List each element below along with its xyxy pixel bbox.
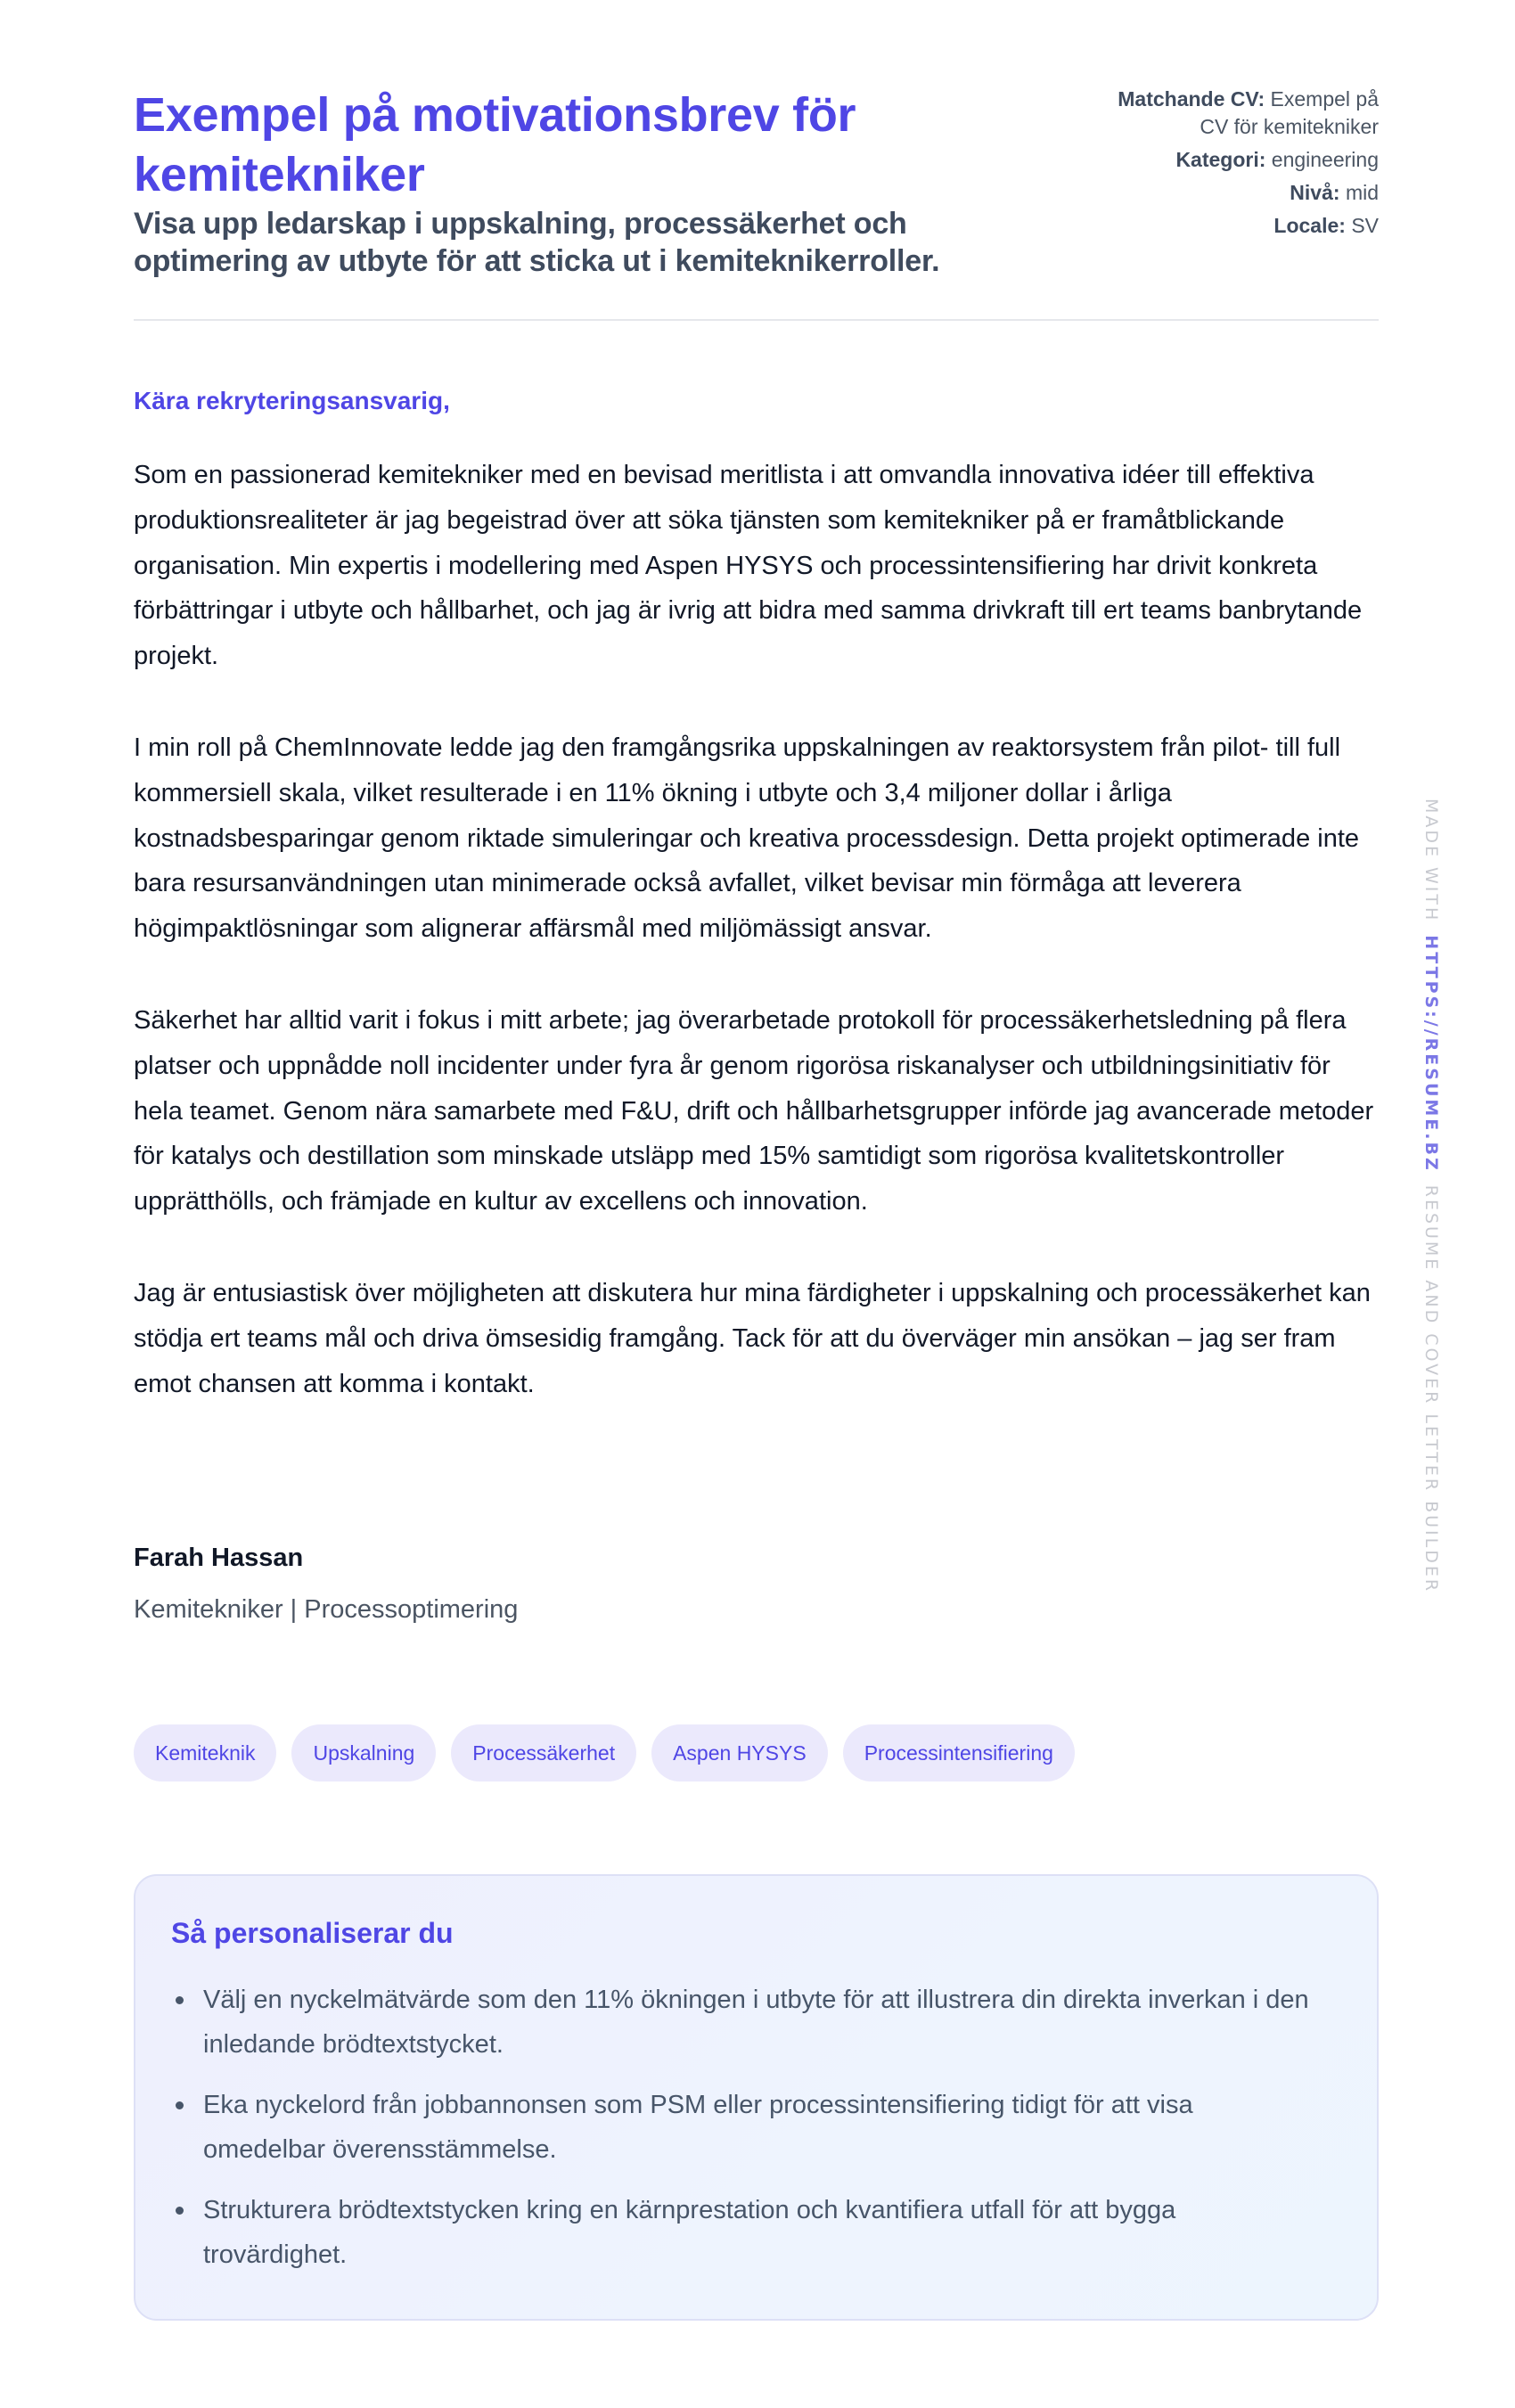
vertical-watermark — [1421, 799, 1441, 1593]
watermark-suffix: RESUME AND COVER LETTER BUILDER — [1421, 1184, 1441, 1594]
tip-item — [171, 1978, 1321, 2067]
meta-value-link[interactable]: Exempel på CV för kemitekniker — [1200, 87, 1379, 138]
meta-matching-cv[interactable] — [1111, 86, 1379, 141]
tag-chip[interactable]: Processäkerhet — [451, 1724, 636, 1781]
title-block — [134, 86, 1034, 280]
meta-key: Kategori: — [1175, 148, 1266, 171]
signature-name: Farah Hassan — [134, 1544, 304, 1572]
tips-list — [171, 1978, 1341, 2277]
meta-panel — [1111, 86, 1379, 245]
letter-body — [134, 453, 1379, 1453]
bullet-icon — [176, 2101, 184, 2109]
tip-text: Välj en nyckelmätvärde som den 11% ökningen i utbyte för att illustrera din direkta inverkan i den inledande brödtextstycket. — [203, 1986, 1309, 2059]
cover-letter-page — [134, 0, 1379, 2269]
meta-value: engineering — [1271, 148, 1379, 171]
meta-key: Matchande CV: — [1118, 87, 1265, 111]
tag-chip[interactable]: Kemiteknik — [134, 1724, 276, 1781]
tip-item — [171, 2083, 1321, 2172]
tip-text: Eka nyckelord från jobbannonsen som PSM eller processintensifiering tidigt för att visa omedelbar överensstämmelse. — [203, 2091, 1193, 2164]
meta-locale — [1111, 212, 1379, 240]
personalization-tips-box — [134, 1874, 1379, 2321]
meta-level — [1111, 179, 1379, 207]
signature-title: Kemitekniker | Processoptimering — [134, 1595, 519, 1624]
letter-paragraph: Säkerhet har alltid varit i fokus i mitt arbete; jag överarbetade protokoll för processäkerhetsledning på flera platser och uppnådde noll incidenter under fyra år genom rigorösa riskanalyser och utbildningsinitiativ för hela teamet. Genom nära samarbete med F&U, drift och hållbarhetsgrupper införde jag avancerade metoder för katalys och destillation som minskade utsläpp med 15% samtidigt som rigorösa kvalitetskontroller upprätthölls, och främjade en kultur av excellens och innovation. — [134, 1005, 1374, 1216]
letter-paragraph: I min roll på ChemInnovate ledde jag den framgångsrika uppskalningen av reaktorsystem från pilot- till full kommersiell skala, vilket resulterade i en 11% ökning i utbyte och 3,4 miljoner dollar i årliga kostnadsbesparingar genom riktade simuleringar och kreativa processdesign. Detta projekt optimerade inte bara resursanvändningen utan minimerade också avfallet, vilket bevisar min förmåga att leverera högimpaktlösningar som alignerar affärsmål med miljömässigt ansvar. — [134, 733, 1360, 944]
tip-item — [171, 2188, 1321, 2277]
tips-title: Så personaliserar du — [171, 1917, 454, 1949]
page-header — [134, 0, 1379, 321]
meta-value: SV — [1351, 214, 1379, 237]
meta-category — [1111, 146, 1379, 174]
meta-key: Locale: — [1273, 214, 1346, 237]
bullet-icon — [176, 2207, 184, 2215]
letter-paragraph: Jag är entusiastisk över möjligheten att diskutera hur mina färdigheter i uppskalning och processäkerhet kan stödja ert teams mål och driva ömsesidig framgång. Tack för att du överväger min ansökan – jag ser fram emot chansen att komma i kontakt. — [134, 1278, 1371, 1398]
watermark-link[interactable]: HTTPS://RESUME.BZ — [1421, 935, 1441, 1173]
page-subtitle: Visa upp ledarskap i uppskalning, processäkerhet och optimering av utbyte för att sticka ut i kemiteknikerroller. — [134, 207, 940, 278]
watermark-prefix: MADE WITH — [1421, 798, 1441, 923]
meta-value: mid — [1345, 181, 1379, 204]
page-title: Exempel på motivationsbrev för kemitekniker — [134, 88, 856, 201]
letter-greeting: Kära rekryteringsansvarig, — [134, 387, 450, 414]
letter-paragraph: Som en passionerad kemitekniker med en bevisad meritlista i att omvandla innovativa idéer till effektiva produktionsrealiteter är jag begeistrad över att söka tjänsten som kemitekniker på er framåtblickande organisation. Min expertis i modellering med Aspen HYSYS och processintensifiering har drivit konkreta förbättringar i utbyte och hållbarhet, och jag är ivrig att bidra med samma drivkraft till ert teams banbrytande projekt. — [134, 461, 1363, 671]
keyword-tags — [134, 1724, 1075, 1781]
tag-chip[interactable]: Aspen HYSYS — [651, 1724, 828, 1781]
tag-chip[interactable]: Upskalning — [291, 1724, 436, 1781]
meta-key: Nivå: — [1290, 181, 1340, 204]
tip-text: Strukturera brödtextstycken kring en kärnprestation och kvantifiera utfall för att bygga trovärdighet. — [203, 2196, 1176, 2269]
bullet-icon — [176, 1996, 184, 2004]
signature-block — [134, 1538, 518, 1629]
tag-chip[interactable]: Processintensifiering — [843, 1724, 1075, 1781]
